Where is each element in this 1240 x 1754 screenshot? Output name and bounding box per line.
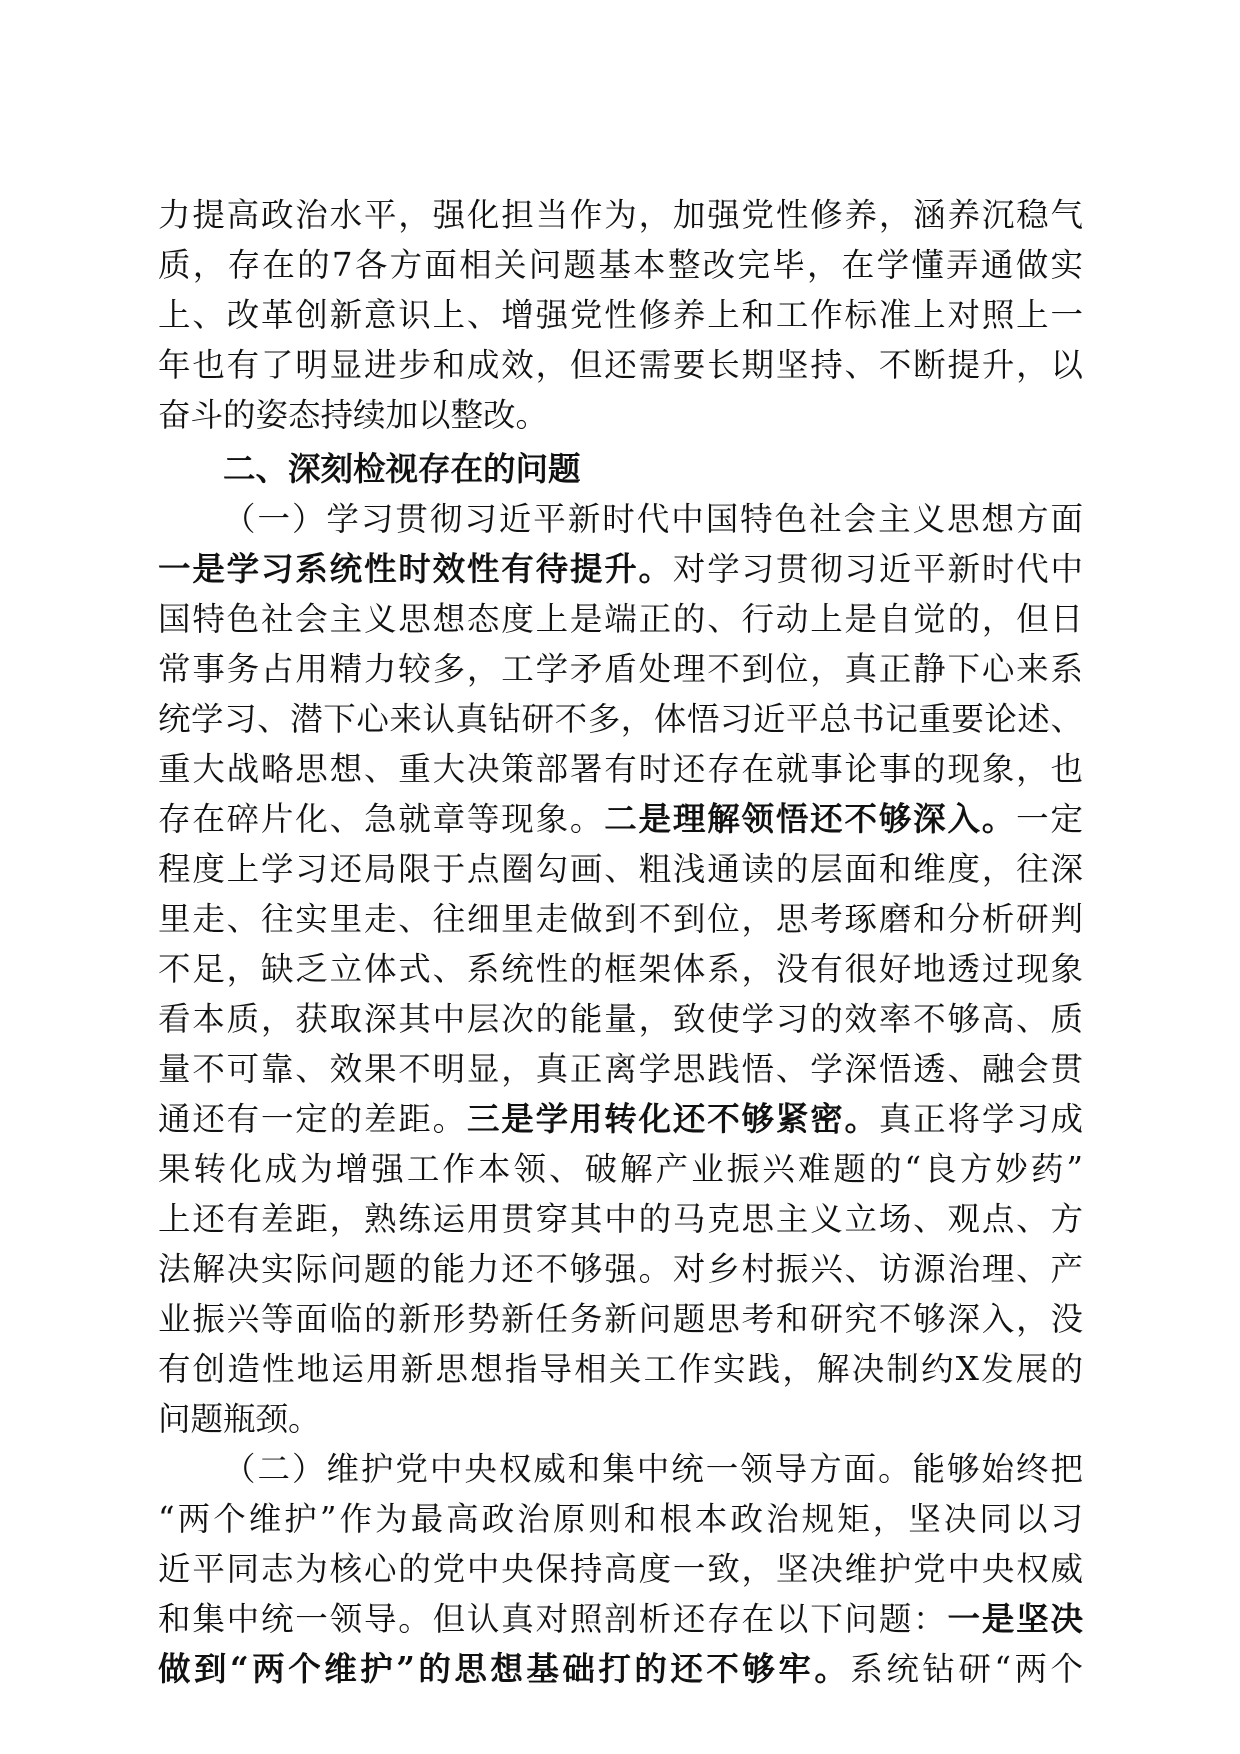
text-line: 国特色社会主义思想态度上是端正的、行动上是自觉的，但日 — [158, 600, 1083, 638]
text-line: 有创造性地运用新思想指导相关工作实践，解决制约X发展的 — [158, 1350, 1083, 1388]
text-line: 问题瓶颈。 — [158, 1400, 321, 1438]
text-line — [158, 1094, 1083, 1144]
text-line — [158, 544, 1083, 594]
bold-point: 三是学用转化还不够紧密。 — [466, 1099, 879, 1138]
text-line: 里走、往实里走、往细里走做到不到位，思考琢磨和分析研判 — [158, 900, 1083, 938]
text-line: 重大战略思想、重大决策部署有时还存在就事论事的现象，也 — [158, 750, 1083, 788]
text-line: 量不可靠、效果不明显，真正离学思践悟、学深悟透、融会贯 — [158, 1050, 1083, 1088]
text-line: 果转化成为增强工作本领、破解产业振兴难题的“良方妙药” — [158, 1150, 1083, 1188]
bold-point: 做到“两个维护”的思想基础打的还不够牢。 — [158, 1649, 851, 1688]
text-line — [158, 1644, 1083, 1694]
text-line: 质，存在的7各方面相关问题基本整改完毕，在学懂弄通做实 — [158, 246, 1083, 284]
text-line: 近平同志为核心的党中央保持高度一致，坚决维护党中央权威 — [158, 1550, 1083, 1588]
text-run: 一定 — [1016, 800, 1083, 838]
text-line: 看本质，获取深其中层次的能量，致使学习的效率不够高、质 — [158, 1000, 1083, 1038]
text-line: （二）维护党中央权威和集中统一领导方面。能够始终把 — [223, 1450, 1083, 1488]
text-line: 不足，缺乏立体式、系统性的框架体系，没有很好地透过现象 — [158, 950, 1083, 988]
text-line — [158, 794, 1083, 844]
text-line: 奋斗的姿态持续加以整改。 — [158, 396, 549, 434]
text-run: 通还有一定的差距。 — [158, 1100, 467, 1138]
text-run: 和集中统一领导。但认真对照剖析还存在以下问题： — [158, 1600, 948, 1638]
bold-point: 二是理解领悟还不够深入。 — [604, 799, 1017, 838]
text-line: 上、改革创新意识上、增强党性修养上和工作标准上对照上一 — [158, 296, 1083, 334]
text-line: “两个维护”作为最高政治原则和根本政治规矩，坚决同以习 — [158, 1500, 1083, 1538]
subsection-title: （一）学习贯彻习近平新时代中国特色社会主义思想方面 — [223, 500, 1083, 538]
text-line: 统学习、潜下心来认真钻研不多，体悟习近平总书记重要论述、 — [158, 700, 1083, 738]
text-line: 年也有了明显进步和成效，但还需要长期坚持、不断提升，以 — [158, 346, 1083, 384]
subsection-1 — [158, 494, 1083, 1444]
document-body — [158, 190, 1083, 1694]
text-line: 力提高政治水平，强化担当作为，加强党性修养，涵养沉稳气 — [158, 196, 1083, 234]
text-line: 法解决实际问题的能力还不够强。对乡村振兴、访源治理、产 — [158, 1250, 1083, 1288]
section-heading: 二、深刻检视存在的问题 — [223, 450, 581, 488]
subsection-2 — [158, 1444, 1083, 1694]
text-run: 系统钻研“两个 — [850, 1650, 1084, 1688]
text-line: 业振兴等面临的新形势新任务新问题思考和研究不够深入，没 — [158, 1300, 1083, 1338]
text-run: 真正将学习成 — [878, 1100, 1083, 1138]
paragraph-summary — [158, 190, 1083, 440]
bold-point: 一是坚决 — [947, 1599, 1083, 1638]
text-line: 程度上学习还局限于点圈勾画、粗浅通读的层面和维度，往深 — [158, 850, 1083, 888]
bold-point: 一是学习系统性时效性有待提升。 — [158, 549, 673, 588]
text-run: 存在碎片化、急就章等现象。 — [158, 800, 605, 838]
text-line — [158, 1594, 1083, 1644]
text-line: 常事务占用精力较多，工学矛盾处理不到位，真正静下心来系 — [158, 650, 1083, 688]
text-line: 上还有差距，熟练运用贯穿其中的马克思主义立场、观点、方 — [158, 1200, 1083, 1238]
text-run: 对学习贯彻习近平新时代中 — [672, 550, 1083, 588]
